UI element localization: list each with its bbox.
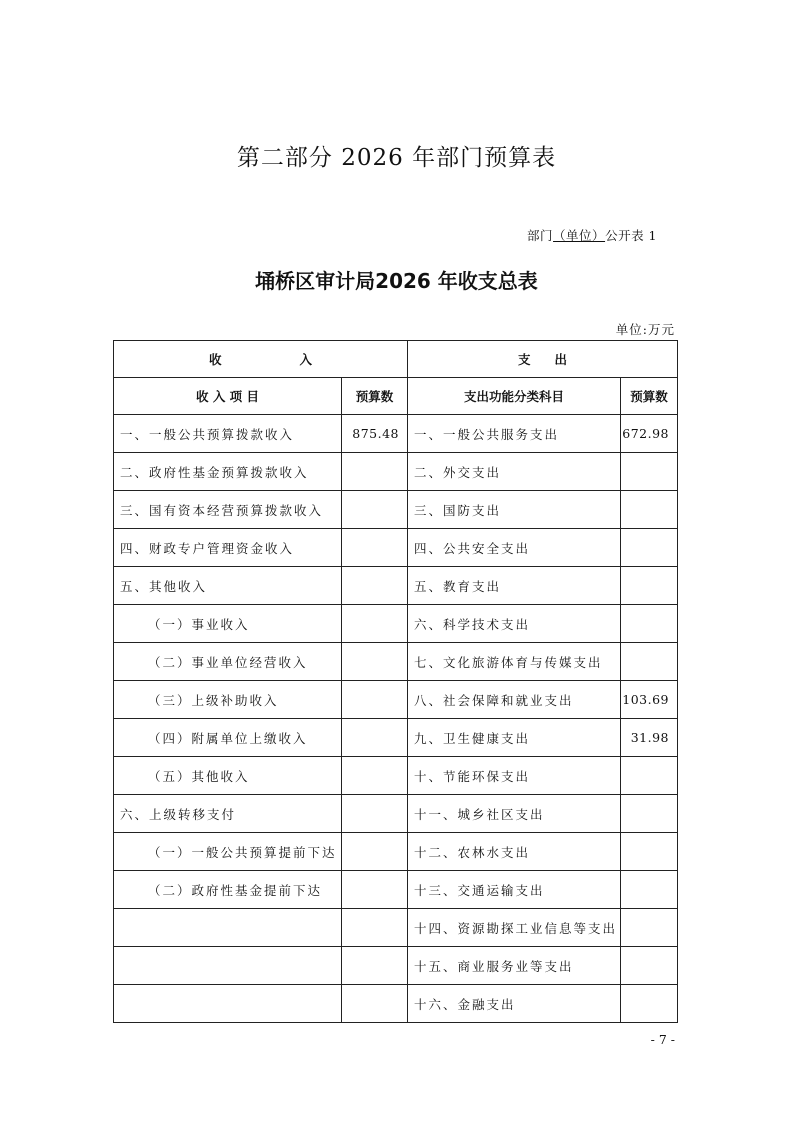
form-code-unit: （单位）	[553, 228, 606, 243]
table-row	[114, 719, 678, 757]
expense-item: 十六、金融支出	[408, 985, 621, 1023]
income-amount	[342, 491, 408, 529]
expense-amount	[621, 833, 678, 871]
expense-item: 十五、商业服务业等支出	[408, 947, 621, 985]
table-section-header-row	[114, 341, 678, 378]
income-amount	[342, 871, 408, 909]
income-item: （五）其他收入	[114, 757, 342, 795]
expense-item: 五、教育支出	[408, 567, 621, 605]
expense-item: 十二、农林水支出	[408, 833, 621, 871]
income-amount	[342, 909, 408, 947]
income-amount	[342, 833, 408, 871]
form-code-prefix: 部门	[527, 228, 554, 243]
expense-amount	[621, 529, 678, 567]
income-amount	[342, 985, 408, 1023]
expense-amount	[621, 795, 678, 833]
income-amount: 875.48	[342, 415, 408, 453]
table-row	[114, 605, 678, 643]
income-item: （一）一般公共预算提前下达	[114, 833, 342, 871]
table-row	[114, 833, 678, 871]
income-item: 六、上级转移支付	[114, 795, 342, 833]
expense-item: 二、外交支出	[408, 453, 621, 491]
income-item: （一）事业收入	[114, 605, 342, 643]
income-amount	[342, 567, 408, 605]
income-item: 四、财政专户管理资金收入	[114, 529, 342, 567]
expense-item: 十、节能环保支出	[408, 757, 621, 795]
table-row	[114, 681, 678, 719]
income-header-char-2: 入	[299, 352, 312, 367]
expense-amount: 672.98	[621, 415, 678, 453]
col-expense-item: 支出功能分类科目	[408, 378, 621, 415]
expense-amount	[621, 567, 678, 605]
income-item: （二）事业单位经营收入	[114, 643, 342, 681]
expense-item: 十一、城乡社区支出	[408, 795, 621, 833]
income-amount	[342, 757, 408, 795]
table-row	[114, 567, 678, 605]
expense-amount	[621, 909, 678, 947]
table-row	[114, 757, 678, 795]
income-section-header	[114, 341, 408, 378]
expense-item: 六、科学技术支出	[408, 605, 621, 643]
income-item	[114, 909, 342, 947]
income-amount	[342, 643, 408, 681]
table-row	[114, 491, 678, 529]
expense-item: 一、一般公共服务支出	[408, 415, 621, 453]
income-item	[114, 985, 342, 1023]
expense-amount: 31.98	[621, 719, 678, 757]
income-item: 五、其他收入	[114, 567, 342, 605]
expense-header-char-2: 出	[554, 352, 567, 367]
income-item: （三）上级补助收入	[114, 681, 342, 719]
table-row	[114, 529, 678, 567]
expense-item: 十四、资源勘探工业信息等支出	[408, 909, 621, 947]
income-amount	[342, 795, 408, 833]
income-amount	[342, 605, 408, 643]
income-amount	[342, 453, 408, 491]
income-amount	[342, 947, 408, 985]
expense-item: 七、文化旅游体育与传媒支出	[408, 643, 621, 681]
income-item: 三、国有资本经营预算拨款收入	[114, 491, 342, 529]
page-number: - 7 -	[650, 1032, 675, 1047]
table-row	[114, 947, 678, 985]
expense-header-char-1: 支	[518, 352, 531, 367]
form-code	[527, 226, 657, 244]
table-row	[114, 643, 678, 681]
table-row	[114, 453, 678, 491]
table-row	[114, 909, 678, 947]
col-expense-amount: 预算数	[621, 378, 678, 415]
income-amount	[342, 681, 408, 719]
unit-label: 单位:万元	[615, 322, 675, 337]
table-row	[114, 415, 678, 453]
income-amount	[342, 719, 408, 757]
table-row	[114, 871, 678, 909]
expense-amount	[621, 605, 678, 643]
expense-item: 九、卫生健康支出	[408, 719, 621, 757]
income-item: 二、政府性基金预算拨款收入	[114, 453, 342, 491]
expense-amount	[621, 453, 678, 491]
table-row	[114, 985, 678, 1023]
form-code-suffix: 公开表 1	[605, 228, 657, 243]
expense-section-header	[408, 341, 678, 378]
expense-amount	[621, 985, 678, 1023]
table-column-header-row	[114, 378, 678, 415]
expense-item: 四、公共安全支出	[408, 529, 621, 567]
income-header-char-1: 收	[209, 352, 222, 367]
income-item: （四）附属单位上缴收入	[114, 719, 342, 757]
part-title: 第二部分 2026 年部门预算表	[236, 145, 557, 171]
table-body	[114, 341, 678, 1023]
expense-item: 十三、交通运输支出	[408, 871, 621, 909]
income-amount	[342, 529, 408, 567]
expense-item: 三、国防支出	[408, 491, 621, 529]
expense-item: 八、社会保障和就业支出	[408, 681, 621, 719]
income-item: （二）政府性基金提前下达	[114, 871, 342, 909]
expense-amount	[621, 871, 678, 909]
col-income-item: 收 入 项 目	[114, 378, 342, 415]
income-item	[114, 947, 342, 985]
expense-amount	[621, 643, 678, 681]
expense-amount	[621, 947, 678, 985]
expense-amount: 103.69	[621, 681, 678, 719]
col-income-amount: 预算数	[342, 378, 408, 415]
budget-summary-table	[113, 340, 678, 1023]
report-title: 埇桥区审计局2026 年收支总表	[255, 269, 538, 293]
expense-amount	[621, 491, 678, 529]
income-item: 一、一般公共预算拨款收入	[114, 415, 342, 453]
table-row	[114, 795, 678, 833]
expense-amount	[621, 757, 678, 795]
